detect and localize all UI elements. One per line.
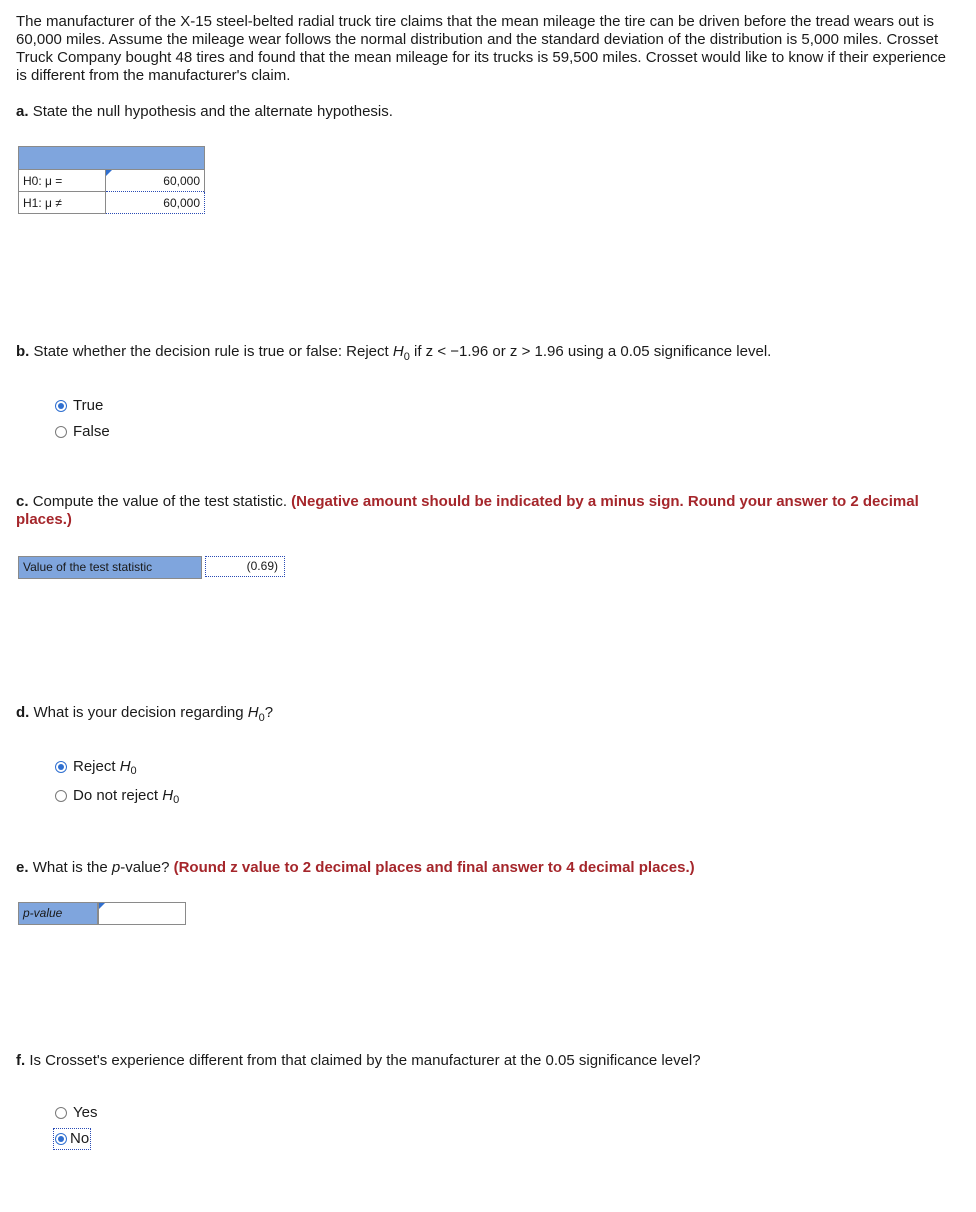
radio-reject-label: Reject: [73, 758, 116, 775]
part-c-text: Compute the value of the test statistic.: [32, 493, 287, 510]
hypothesis-table-header: [19, 147, 205, 170]
problem-statement: The manufacturer of the X-15 steel-belted radial truck tire claims that the mean mileage the tire can be driven before the tread wears out is 60,000 miles. Assume the mileage wear follows the normal distribution and the standard deviation of the distribution is 5,000 miles. Crosset Truck Company bought 48 tires and found that the mean mileage for its trucks is 59,500 miles. Crosset would like to know if their experience is different from the manufacturer's claim.: [16, 13, 946, 84]
corner-marker-icon: [99, 903, 105, 909]
part-f-letter: f.: [16, 1052, 26, 1069]
radio-option-false[interactable]: [55, 423, 110, 441]
part-a-letter: a.: [16, 103, 29, 120]
radio-option-reject[interactable]: [55, 758, 137, 776]
alt-hypothesis-value[interactable]: [106, 192, 205, 214]
h0-symbol: H: [392, 343, 404, 360]
radio-no-focus[interactable]: [55, 1130, 89, 1148]
part-a-question: [16, 103, 393, 121]
part-d-letter: d.: [16, 704, 30, 721]
test-statistic-row: [18, 556, 285, 579]
part-c-letter: c.: [16, 493, 29, 510]
p-symbol: p: [111, 859, 121, 876]
part-e-question: [16, 859, 695, 877]
alt-hypothesis-value-text: 60,000: [163, 195, 200, 210]
part-d-text: What is your decision regarding: [33, 704, 248, 721]
radio-no-label: No: [70, 1130, 90, 1147]
h0-symbol: H: [247, 704, 259, 721]
radio-option-true[interactable]: [55, 397, 103, 415]
table-row: [19, 170, 205, 192]
test-statistic-input[interactable]: (0.69): [205, 556, 285, 577]
part-c-instruction: (Negative amount should be indicated by a minus sign. Round your answer to 2 decimal places.): [16, 493, 919, 528]
radio-true-label: True: [73, 397, 104, 414]
null-hypothesis-value[interactable]: [106, 170, 205, 192]
part-b-letter: b.: [16, 343, 30, 360]
hypothesis-table: [18, 146, 205, 214]
null-hypothesis-value-text: 60,000: [163, 173, 200, 188]
part-a-text: State the null hypothesis and the alternate hypothesis.: [32, 103, 393, 120]
h0-symbol: H: [162, 787, 174, 804]
radio-true-selected-icon[interactable]: [55, 400, 67, 412]
h0-subscript: 0: [258, 712, 265, 724]
table-row: [19, 192, 205, 214]
radio-do-not-reject-label: Do not reject: [73, 787, 159, 804]
part-e-letter: e.: [16, 859, 29, 876]
radio-option-do-not-reject[interactable]: [55, 787, 179, 805]
part-e-text-before: What is the: [32, 859, 112, 876]
radio-reject-selected-icon[interactable]: [55, 761, 67, 773]
h0-symbol: H: [119, 758, 131, 775]
part-b-text-before: State whether the decision rule is true or false: Reject: [33, 343, 393, 360]
part-e-text-after: -value?: [120, 859, 170, 876]
alt-hypothesis-label: H1: μ ≠: [19, 192, 106, 214]
part-f-question: [16, 1052, 701, 1070]
part-d-question: [16, 704, 273, 723]
radio-false-icon[interactable]: [55, 426, 67, 438]
h0-subscript: 0: [130, 765, 137, 777]
h0-subscript: 0: [173, 794, 180, 806]
part-b-text-after: if z < −1.96 or z > 1.96 using a 0.05 significance level.: [409, 343, 772, 360]
corner-marker-icon: [106, 170, 112, 176]
p-value-row: [18, 902, 186, 925]
radio-false-label: False: [73, 423, 110, 440]
part-c-question: [16, 493, 946, 529]
radio-do-not-reject-icon[interactable]: [55, 790, 67, 802]
part-d-suffix: ?: [264, 704, 274, 721]
radio-option-yes[interactable]: [55, 1104, 97, 1122]
h0-subscript: 0: [403, 351, 410, 363]
test-statistic-label: Value of the test statistic: [18, 556, 202, 579]
null-hypothesis-label: H0: μ =: [19, 170, 106, 192]
radio-no-selected-icon[interactable]: [55, 1133, 67, 1145]
radio-yes-label: Yes: [73, 1104, 98, 1121]
radio-yes-icon[interactable]: [55, 1107, 67, 1119]
radio-option-no[interactable]: [55, 1130, 89, 1148]
p-value-input[interactable]: [98, 902, 186, 925]
p-value-label: p-value: [18, 902, 98, 925]
part-f-text: Is Crosset's experience different from that claimed by the manufacturer at the 0.05 significance level?: [29, 1052, 701, 1069]
part-b-question: [16, 343, 771, 362]
part-e-instruction: (Round z value to 2 decimal places and final answer to 4 decimal places.): [173, 859, 695, 876]
